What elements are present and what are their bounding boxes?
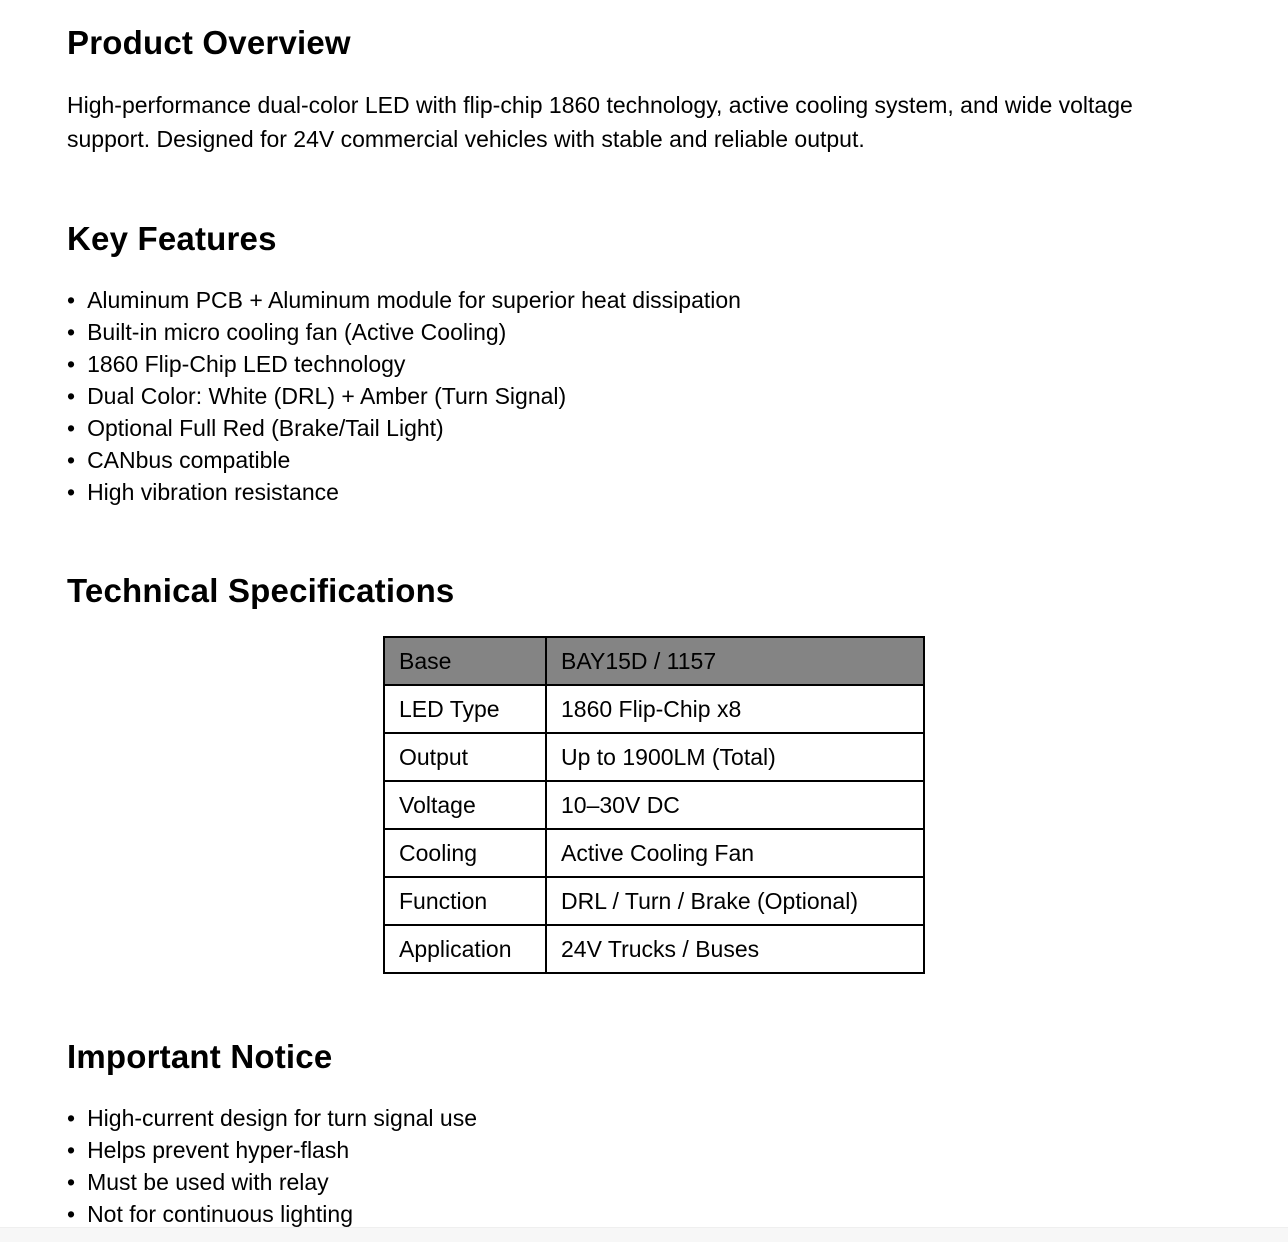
bullet-marker: • xyxy=(67,479,76,505)
table-row xyxy=(384,733,924,781)
bullet-marker: • xyxy=(67,287,76,313)
list-item-text: Must be used with relay xyxy=(87,1169,329,1195)
list-item-text: Helps prevent hyper-flash xyxy=(87,1137,350,1163)
list-item-text: 1860 Flip-Chip LED technology xyxy=(87,351,406,377)
list-item xyxy=(67,1166,1221,1198)
spec-value: DRL / Turn / Brake (Optional) xyxy=(546,877,924,925)
bullet-marker: • xyxy=(67,447,76,473)
spec-label: LED Type xyxy=(384,685,546,733)
list-item xyxy=(67,284,1221,316)
list-item xyxy=(67,348,1221,380)
section-title-technical-specifications: Technical Specifications xyxy=(67,572,455,609)
list-item xyxy=(67,1102,1221,1134)
list-item xyxy=(67,316,1221,348)
important-notice-list xyxy=(67,1102,1221,1230)
list-item-text: Not for continuous lighting xyxy=(87,1201,353,1227)
list-item xyxy=(67,444,1221,476)
page-bottom-strip xyxy=(0,1227,1288,1242)
spec-label: Function xyxy=(384,877,546,925)
section-title-key-features: Key Features xyxy=(67,220,277,257)
bullet-marker: • xyxy=(67,351,76,377)
spec-label: Output xyxy=(384,733,546,781)
spec-value: 10–30V DC xyxy=(546,781,924,829)
spec-value: 1860 Flip-Chip x8 xyxy=(546,685,924,733)
bullet-marker: • xyxy=(67,1105,76,1131)
list-item-text: Aluminum PCB + Aluminum module for superior heat dissipation xyxy=(87,287,741,313)
list-item xyxy=(67,412,1221,444)
list-item xyxy=(67,1134,1221,1166)
list-item xyxy=(67,476,1221,508)
bullet-marker: • xyxy=(67,383,76,409)
spec-table xyxy=(383,636,925,974)
list-item xyxy=(67,380,1221,412)
spec-label: Voltage xyxy=(384,781,546,829)
list-item xyxy=(67,1198,1221,1230)
section-title-product-overview: Product Overview xyxy=(67,24,351,61)
list-item-text: Dual Color: White (DRL) + Amber (Turn Signal) xyxy=(87,383,567,409)
table-row xyxy=(384,685,924,733)
table-row xyxy=(384,829,924,877)
section-title-important-notice: Important Notice xyxy=(67,1038,333,1075)
list-item-text: Built-in micro cooling fan (Active Cooling) xyxy=(87,319,507,345)
spec-value: Up to 1900LM (Total) xyxy=(546,733,924,781)
bullet-marker: • xyxy=(67,1137,76,1163)
spec-value: BAY15D / 1157 xyxy=(546,637,924,685)
spec-value: Active Cooling Fan xyxy=(546,829,924,877)
list-item-text: Optional Full Red (Brake/Tail Light) xyxy=(87,415,444,441)
key-features-list xyxy=(67,284,1221,508)
spec-value: 24V Trucks / Buses xyxy=(546,925,924,973)
list-item-text: High vibration resistance xyxy=(87,479,339,505)
table-row xyxy=(384,781,924,829)
bullet-marker: • xyxy=(67,1201,76,1227)
table-row xyxy=(384,637,924,685)
table-row xyxy=(384,925,924,973)
table-row xyxy=(384,877,924,925)
spec-label: Cooling xyxy=(384,829,546,877)
bullet-marker: • xyxy=(67,415,76,441)
spec-label: Application xyxy=(384,925,546,973)
list-item-text: High-current design for turn signal use xyxy=(87,1105,477,1131)
product-overview-paragraph: High-performance dual-color LED with flip-chip 1860 technology, active cooling system, and wide voltage support. Designed for 24V commercial vehicles with stable and reliable output. xyxy=(67,92,1133,152)
bullet-marker: • xyxy=(67,1169,76,1195)
bullet-marker: • xyxy=(67,319,76,345)
list-item-text: CANbus compatible xyxy=(87,447,291,473)
spec-label: Base xyxy=(384,637,546,685)
